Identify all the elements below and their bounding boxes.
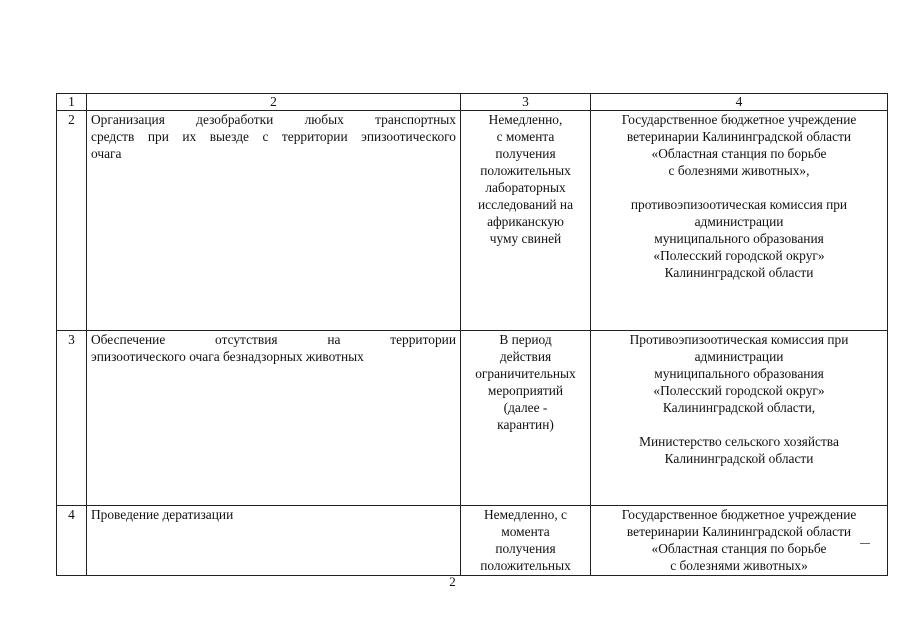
responsible-line: Калининградской области, [662,400,816,415]
table-row [57,111,888,331]
row-number: 3 [57,331,87,506]
responsible-line: «Областная станция по борьбе [651,541,827,556]
spacer [595,416,883,433]
scan-artifact [860,543,870,544]
responsible-line: муниципального образования [654,231,824,246]
table-row [57,331,888,506]
measure-term [461,111,591,331]
table-row [57,506,888,576]
term-line: ограничительных [475,366,576,381]
term-line: положительных [480,163,571,178]
measure-responsible [591,111,888,331]
term-line: получения [495,541,556,556]
measure-responsible [591,331,888,506]
responsible-line: с болезнями животных», [668,163,810,178]
responsible-line: муниципального образования [654,366,824,381]
measure-description [87,506,461,576]
row-number: 2 [57,111,87,331]
responsible-line: противоэпизоотическая комиссия при [630,197,848,212]
responsible-line: с болезнями животных» [670,558,808,573]
term-line: с момента [496,129,555,144]
term-line: момента [501,524,550,539]
description-line: эпизоотического очага безнадзорных животных [91,349,364,364]
description-line: Организация дезобработки любых транспортных [91,112,456,127]
description-line: Обеспечение отсутствия на территории [91,332,456,347]
responsible-line: «Областная станция по борьбе [651,146,827,161]
responsible-line: «Полесский городской округ» [653,248,825,263]
term-line: Немедленно, [488,112,563,127]
row-number: 4 [57,506,87,576]
header-col-4: 4 [591,94,888,111]
responsible-line: администрации [694,349,784,364]
table-header-row [57,94,888,111]
responsible-line: «Полесский городской округ» [653,383,825,398]
measure-term [461,331,591,506]
measures-table [56,93,888,576]
spacer [595,179,883,196]
responsible-line: Противоэпизоотическая комиссия при [629,332,849,347]
header-col-1: 1 [57,94,87,111]
responsible-line: ветеринарии Калининградской области [626,524,852,539]
responsible-line: ветеринарии Калининградской области [626,129,852,144]
term-line: исследований на [477,197,574,212]
responsible-line: Калининградской области [664,265,814,280]
term-line: действия [499,349,552,364]
measure-description [87,331,461,506]
term-line: карантин) [497,417,554,432]
description-line: Проведение дератизации [91,507,234,522]
measure-responsible [591,506,888,576]
term-line: лабораторных [485,180,566,195]
term-line: Немедленно, с [484,507,567,522]
description-line: очага [91,146,122,161]
term-line: В период [499,332,552,347]
term-line: положительных [480,558,571,573]
header-col-3: 3 [461,94,591,111]
responsible-line: Государственное бюджетное учреждение [621,507,857,522]
responsible-line: Государственное бюджетное учреждение [621,112,857,127]
responsible-line: Министерство сельского хозяйства [639,434,839,449]
measure-term [461,506,591,576]
measure-description [87,111,461,331]
term-line: мероприятий [487,383,564,398]
term-line: (далее - [503,400,548,415]
responsible-line: администрации [694,214,784,229]
term-line: чуму свиней [489,231,562,246]
responsible-line: Калининградской области [664,451,814,466]
term-line: африканскую [487,214,564,229]
description-line: средств при их выезде с территории эпизоотического [91,129,456,144]
header-col-2: 2 [87,94,461,111]
term-line: получения [495,146,556,161]
page-number: 2 [449,574,456,589]
